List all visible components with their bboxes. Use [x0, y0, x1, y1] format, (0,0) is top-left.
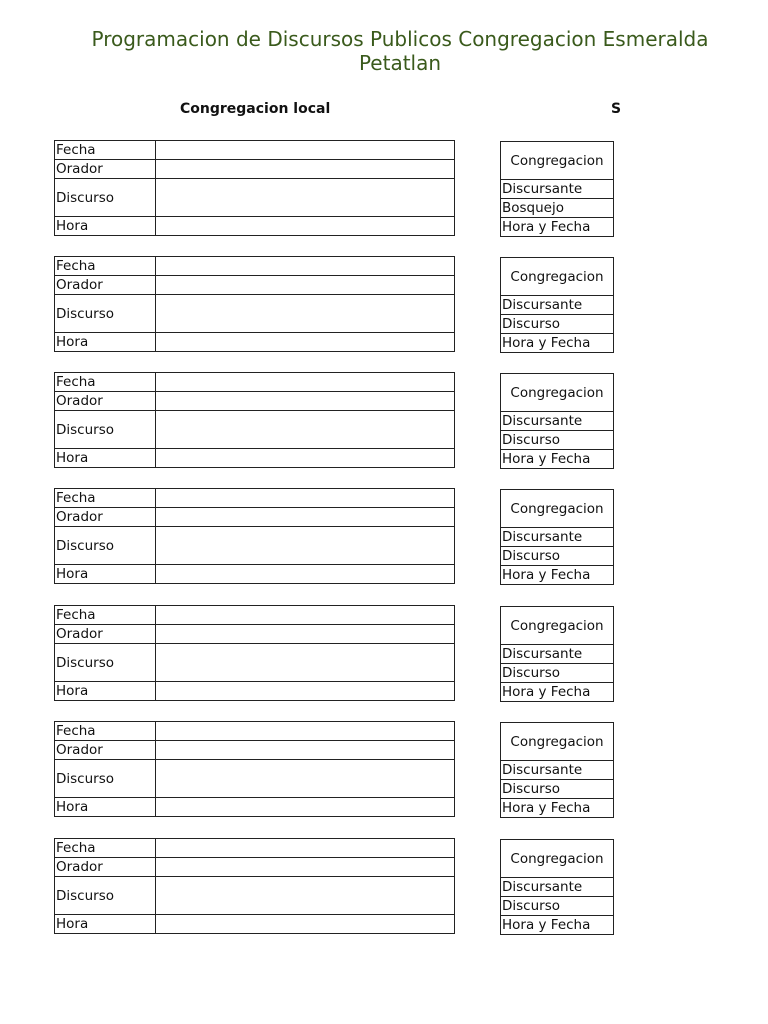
discurso-label: Discurso: [55, 644, 156, 682]
discurso-label: Discurso: [55, 295, 156, 333]
orador-value-cell[interactable]: [156, 392, 455, 411]
visit-row2-label: Discurso: [501, 431, 614, 450]
fecha-value-cell[interactable]: [156, 839, 455, 858]
visit-block-4: [500, 489, 614, 585]
visit-hora-fecha-label: Hora y Fecha: [501, 218, 614, 237]
discurso-value-cell[interactable]: [156, 877, 455, 915]
hora-label: Hora: [55, 915, 156, 934]
visit-block-3: [500, 373, 614, 469]
fecha-value-cell[interactable]: [156, 606, 455, 625]
visit-block-6: [500, 722, 614, 818]
visit-row2-label: Bosquejo: [501, 199, 614, 218]
fecha-label: Fecha: [55, 839, 156, 858]
discurso-label: Discurso: [55, 179, 156, 217]
visit-discursante-label: Discursante: [501, 412, 614, 431]
visit-congregacion-header: Congregacion: [501, 607, 614, 645]
discurso-label: Discurso: [55, 760, 156, 798]
discurso-label: Discurso: [55, 411, 156, 449]
local-block-4: [54, 488, 455, 584]
local-block-7: [54, 838, 455, 934]
hora-value-cell[interactable]: [156, 682, 455, 701]
orador-label: Orador: [55, 276, 156, 295]
visit-block-5: [500, 606, 614, 702]
visit-block-2: [500, 257, 614, 353]
orador-label: Orador: [55, 160, 156, 179]
fecha-value-cell[interactable]: [156, 489, 455, 508]
orador-label: Orador: [55, 741, 156, 760]
fecha-label: Fecha: [55, 257, 156, 276]
visit-block-7: [500, 839, 614, 935]
hora-label: Hora: [55, 565, 156, 584]
fecha-value-cell[interactable]: [156, 257, 455, 276]
discurso-value-cell[interactable]: [156, 295, 455, 333]
discurso-label: Discurso: [55, 527, 156, 565]
visit-block-1: [500, 141, 614, 237]
fecha-value-cell[interactable]: [156, 373, 455, 392]
fecha-label: Fecha: [55, 489, 156, 508]
orador-value-cell[interactable]: [156, 858, 455, 877]
visit-congregacion-header: Congregacion: [501, 374, 614, 412]
local-block-5: [54, 605, 455, 701]
hora-value-cell[interactable]: [156, 565, 455, 584]
hora-label: Hora: [55, 217, 156, 236]
visit-hora-fecha-label: Hora y Fecha: [501, 334, 614, 353]
hora-label: Hora: [55, 449, 156, 468]
fecha-label: Fecha: [55, 606, 156, 625]
local-block-1: [54, 140, 455, 236]
orador-value-cell[interactable]: [156, 741, 455, 760]
local-block-2: [54, 256, 455, 352]
orador-label: Orador: [55, 625, 156, 644]
visit-congregacion-header: Congregacion: [501, 723, 614, 761]
visit-hora-fecha-label: Hora y Fecha: [501, 916, 614, 935]
page-title-line1: Programacion de Discursos Publicos Congregacion Esmeralda: [91, 27, 709, 51]
hora-value-cell[interactable]: [156, 217, 455, 236]
hora-value-cell[interactable]: [156, 915, 455, 934]
second-section-header-clip: [600, 100, 622, 120]
hora-value-cell[interactable]: [156, 798, 455, 817]
local-block-3: [54, 372, 455, 468]
discurso-value-cell[interactable]: [156, 411, 455, 449]
visit-discursante-label: Discursante: [501, 645, 614, 664]
visit-congregacion-header: Congregacion: [501, 142, 614, 180]
orador-value-cell[interactable]: [156, 508, 455, 527]
fecha-value-cell[interactable]: [156, 722, 455, 741]
visit-hora-fecha-label: Hora y Fecha: [501, 683, 614, 702]
discurso-value-cell[interactable]: [156, 760, 455, 798]
fecha-value-cell[interactable]: [156, 141, 455, 160]
visit-hora-fecha-label: Hora y Fecha: [501, 450, 614, 469]
visit-row2-label: Discurso: [501, 547, 614, 566]
visit-discursante-label: Discursante: [501, 528, 614, 547]
visit-discursante-label: Discursante: [501, 878, 614, 897]
visit-discursante-label: Discursante: [501, 761, 614, 780]
visit-row2-label: Discurso: [501, 780, 614, 799]
page-title: [40, 27, 760, 75]
orador-label: Orador: [55, 858, 156, 877]
discurso-value-cell[interactable]: [156, 179, 455, 217]
visit-congregacion-header: Congregacion: [501, 490, 614, 528]
visit-row2-label: Discurso: [501, 315, 614, 334]
orador-value-cell[interactable]: [156, 160, 455, 179]
visit-discursante-label: Discursante: [501, 296, 614, 315]
hora-label: Hora: [55, 682, 156, 701]
discurso-value-cell[interactable]: [156, 644, 455, 682]
orador-value-cell[interactable]: [156, 276, 455, 295]
visit-row2-label: Discurso: [501, 897, 614, 916]
discurso-label: Discurso: [55, 877, 156, 915]
visit-congregacion-header: Congregacion: [501, 840, 614, 878]
hora-label: Hora: [55, 333, 156, 352]
fecha-label: Fecha: [55, 373, 156, 392]
second-section-header: S: [611, 101, 622, 117]
fecha-label: Fecha: [55, 141, 156, 160]
visit-row2-label: Discurso: [501, 664, 614, 683]
orador-label: Orador: [55, 508, 156, 527]
hora-value-cell[interactable]: [156, 333, 455, 352]
discurso-value-cell[interactable]: [156, 527, 455, 565]
fecha-label: Fecha: [55, 722, 156, 741]
hora-value-cell[interactable]: [156, 449, 455, 468]
visit-congregacion-header: Congregacion: [501, 258, 614, 296]
visit-discursante-label: Discursante: [501, 180, 614, 199]
local-block-6: [54, 721, 455, 817]
hora-label: Hora: [55, 798, 156, 817]
orador-value-cell[interactable]: [156, 625, 455, 644]
visit-hora-fecha-label: Hora y Fecha: [501, 566, 614, 585]
orador-label: Orador: [55, 392, 156, 411]
visit-hora-fecha-label: Hora y Fecha: [501, 799, 614, 818]
local-section-header: Congregacion local: [180, 101, 331, 117]
page-title-line2: Petatlan: [358, 51, 442, 75]
